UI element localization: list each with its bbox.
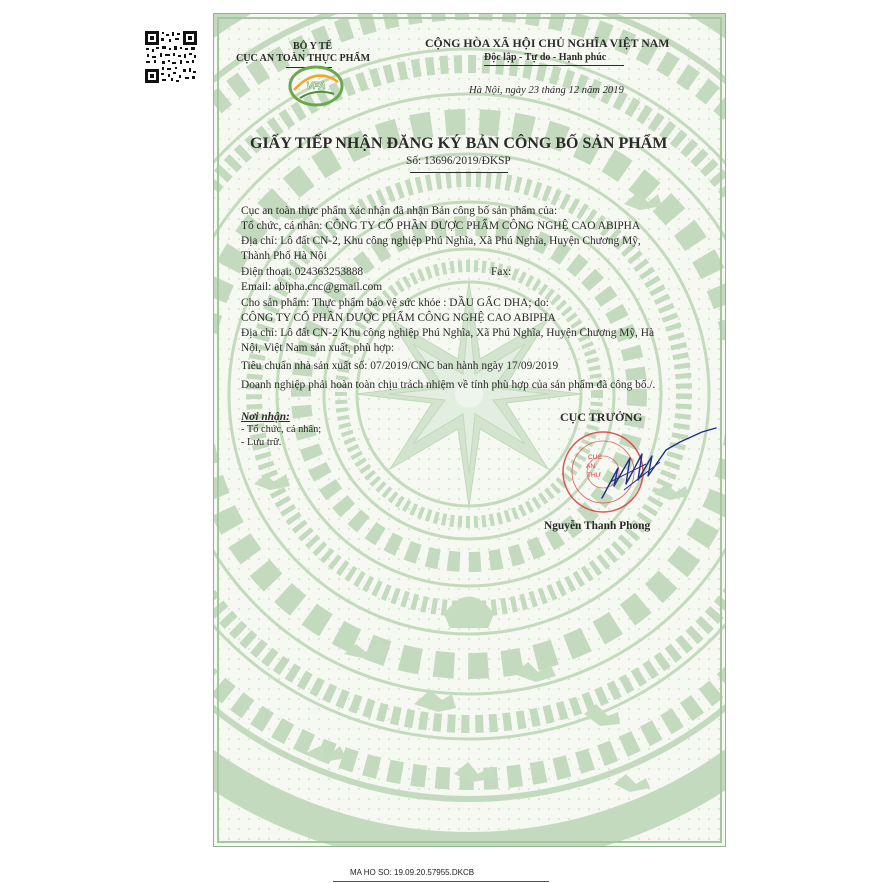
body-intro: Cục an toàn thực phẩm xác nhận đã nhận Bản công bố sản phẩm của: bbox=[241, 205, 558, 217]
title-underline bbox=[410, 172, 508, 173]
stamp-fragment: THỰ bbox=[587, 472, 602, 479]
qr-code-icon bbox=[145, 31, 197, 83]
phone-line: Điện thoại: 024363253888 bbox=[241, 266, 364, 278]
recipient-item: - Lưu trữ. bbox=[241, 437, 282, 448]
recipients-heading: Nơi nhận: bbox=[241, 411, 290, 423]
signer-name: Nguyễn Thanh Phong bbox=[544, 520, 651, 532]
signer-role: CỤC TRƯỞNG bbox=[560, 410, 643, 424]
organization-address-line1: Địa chỉ: Lô đất CN-2, Khu công nghiệp Phú Nghĩa, Xã Phú Nghĩa, Huyện Chương Mỹ, bbox=[241, 235, 641, 247]
ministry-label: BỘ Y TẾ bbox=[293, 41, 333, 52]
registration-number: Số: 13696/2019/ĐKSP bbox=[406, 155, 511, 167]
certificate-title: GIẤY TIẾP NHẬN ĐĂNG KÝ BẢN CÔNG BỐ SẢN PHẨM bbox=[250, 135, 668, 152]
footer-divider bbox=[333, 881, 549, 882]
fax-line: Fax: bbox=[491, 266, 512, 278]
vfa-logo-text: VFA bbox=[306, 81, 326, 92]
dossier-code: MA HO SO: 19.09.20.57955.DKCB bbox=[350, 868, 475, 877]
department-label: CỤC AN TOÀN THỰC PHẨM bbox=[236, 53, 371, 64]
manufacturer-line: CÔNG TY CỔ PHẦN DƯỢC PHẨM CÔNG NGHỆ CAO ABIPHA bbox=[241, 312, 556, 324]
manufacturer-address-line1: Địa chỉ: Lô đất CN-2 Khu công nghiệp Phú Nghĩa, Xã Phú Nghĩa, Huyện Chương Mỹ, Hà bbox=[241, 327, 655, 339]
national-motto: Độc lập - Tự do - Hạnh phúc bbox=[484, 52, 607, 63]
stamp-fragment: AN bbox=[586, 463, 596, 470]
stamp-fragment: CỤC bbox=[588, 454, 603, 461]
recipient-item: - Tổ chức, cá nhân; bbox=[241, 424, 322, 435]
email-line: Email: abipha.cnc@gmail.com bbox=[241, 281, 383, 293]
standard-line: Tiêu chuẩn nhà sản xuất số: 07/2019/CNC ban hành ngày 17/09/2019 bbox=[241, 360, 559, 372]
responsibility-line: Doanh nghiệp phải hoàn toàn chịu trách nhiệm về tính phù hợp của sản phẩm đã công bố./. bbox=[241, 379, 656, 391]
certificate-document bbox=[213, 13, 726, 847]
organization-address-line2: Thành Phố Hà Nội bbox=[241, 250, 327, 262]
issue-place-date: Hà Nội, ngày 23 tháng 12 năm 2019 bbox=[469, 85, 624, 96]
vfa-logo-icon bbox=[286, 62, 346, 108]
organization-line: Tổ chức, cá nhân: CÔNG TY CỔ PHẦN DƯỢC PHẨM CÔNG NGHỆ CAO ABIPHA bbox=[241, 220, 641, 232]
country-name: CỘNG HÒA XÃ HỘI CHỦ NGHĨA VIỆT NAM bbox=[425, 36, 670, 50]
handwritten-signature bbox=[584, 424, 724, 504]
motto-underline bbox=[484, 65, 624, 66]
manufacturer-address-line2: Nội, Việt Nam sản xuất, phù hợp: bbox=[241, 342, 395, 354]
product-line: Cho sản phẩm: Thực phẩm bảo vệ sức khỏe : DẦU GẤC DHA; do: bbox=[241, 297, 549, 309]
